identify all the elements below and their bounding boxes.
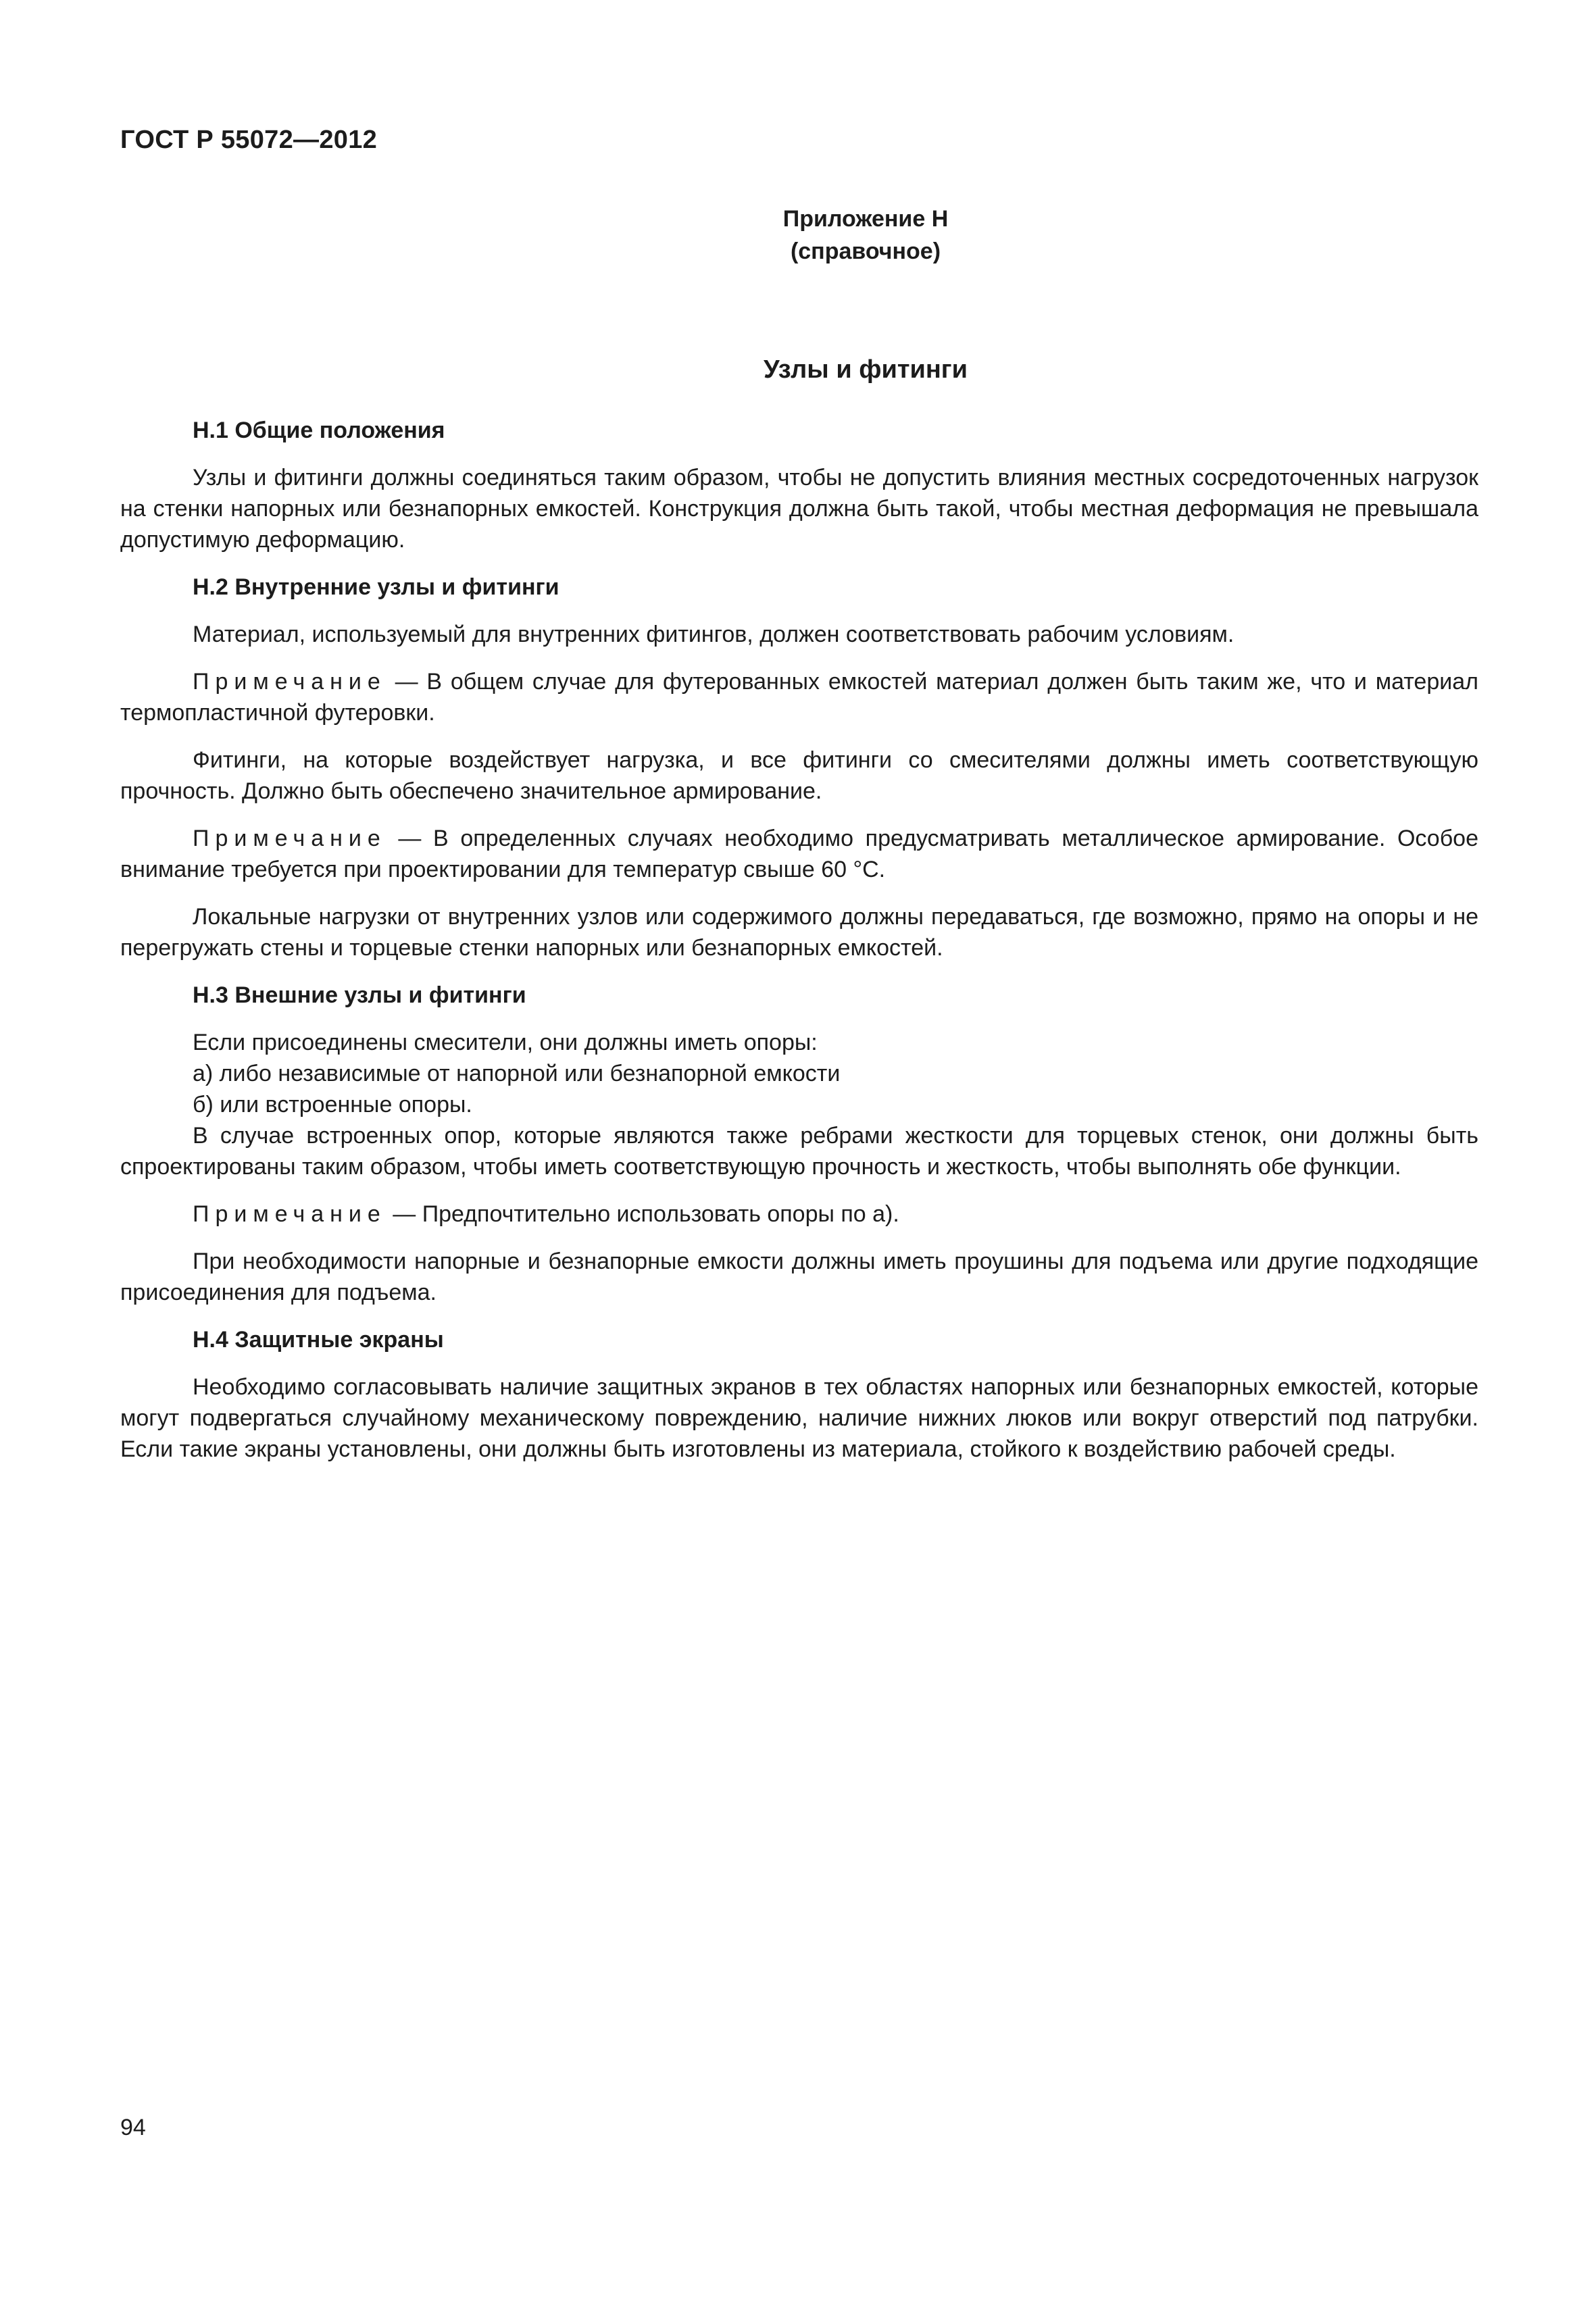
appendix-heading <box>0 203 1596 268</box>
section-heading-h1: Н.1 Общие положения <box>193 418 445 443</box>
note-paragraph <box>120 666 1478 728</box>
page-title: Узлы и фитинги <box>764 355 968 384</box>
paragraph: При необходимости напорные и безнапорные емкости должны иметь проушины для подъема или другие подходящие присоединения для подъема. <box>120 1249 1478 1305</box>
appendix-title: Приложение Н <box>782 206 949 232</box>
note-paragraph <box>120 823 1478 885</box>
note-text: — Предпочтительно использовать опоры по а). <box>386 1201 899 1227</box>
paragraph: Фитинги, на которые воздействует нагрузка, и все фитинги со смесителями должны иметь соответствующую прочность. Должно быть обеспечено значительное армирование. <box>120 747 1478 804</box>
note-paragraph <box>120 1199 1478 1230</box>
paragraph: Если присоединены смесители, они должны иметь опоры: <box>193 1030 818 1055</box>
note-label: Примечание <box>193 669 386 695</box>
appendix-note: (справочное) <box>790 238 941 264</box>
page-number: 94 <box>120 2115 146 2140</box>
paragraph: Необходимо согласовывать наличие защитных экранов в тех областях напорных или безнапорных емкостей, которые могут подвергаться случайному механическому повреждению, наличие нижних люков или вокруг отверстий под патрубки. Если такие экраны установлены, они должны быть изготовлены из материала, стойкого к воздействию рабочей среды. <box>120 1374 1478 1462</box>
section-heading-h2: Н.2 Внутренние узлы и фитинги <box>193 574 559 600</box>
paragraph: Узлы и фитинги должны соединяться таким образом, чтобы не допустить влияния местных сосредоточенных нагрузок на стенки напорных или безнапорных емкостей. Конструкция должна быть такой, чтобы местная деформация не превышала допустимую деформацию. <box>120 465 1478 553</box>
section-heading-h4: Н.4 Защитные экраны <box>193 1327 444 1353</box>
paragraph: Локальные нагрузки от внутренних узлов или содержимого должны передаваться, где возможно, прямо на опоры и не перегружать стены и торцевые стенки напорных или безнапорных емкостей. <box>120 904 1478 961</box>
note-label: Примечание <box>193 826 386 851</box>
list-item: а) либо независимые от напорной или безнапорной емкости <box>193 1061 841 1086</box>
note-text: — В общем случае для футерованных емкостей материал должен быть таким же, что и материал термопластичной футеровки. <box>120 669 1478 726</box>
paragraph: В случае встроенных опор, которые являются также ребрами жесткости для торцевых стенок, они должны быть спроектированы таким образом, чтобы иметь соответствующую прочность и жесткость, чтобы выполнять обе функции. <box>120 1123 1478 1180</box>
section-heading-h3: Н.3 Внешние узлы и фитинги <box>193 982 526 1008</box>
paragraph: Материал, используемый для внутренних фитингов, должен соответствовать рабочим условиям. <box>193 622 1235 647</box>
note-text: — В определенных случаях необходимо предусматривать металлическое армирование. Особое внимание требуется при проектировании для температур свыше 60 °С. <box>120 826 1478 882</box>
note-label: Примечание <box>193 1201 386 1227</box>
document-body <box>120 415 1478 1481</box>
document-code: ГОСТ Р 55072—2012 <box>120 126 378 154</box>
list-item: б) или встроенные опоры. <box>193 1092 472 1117</box>
